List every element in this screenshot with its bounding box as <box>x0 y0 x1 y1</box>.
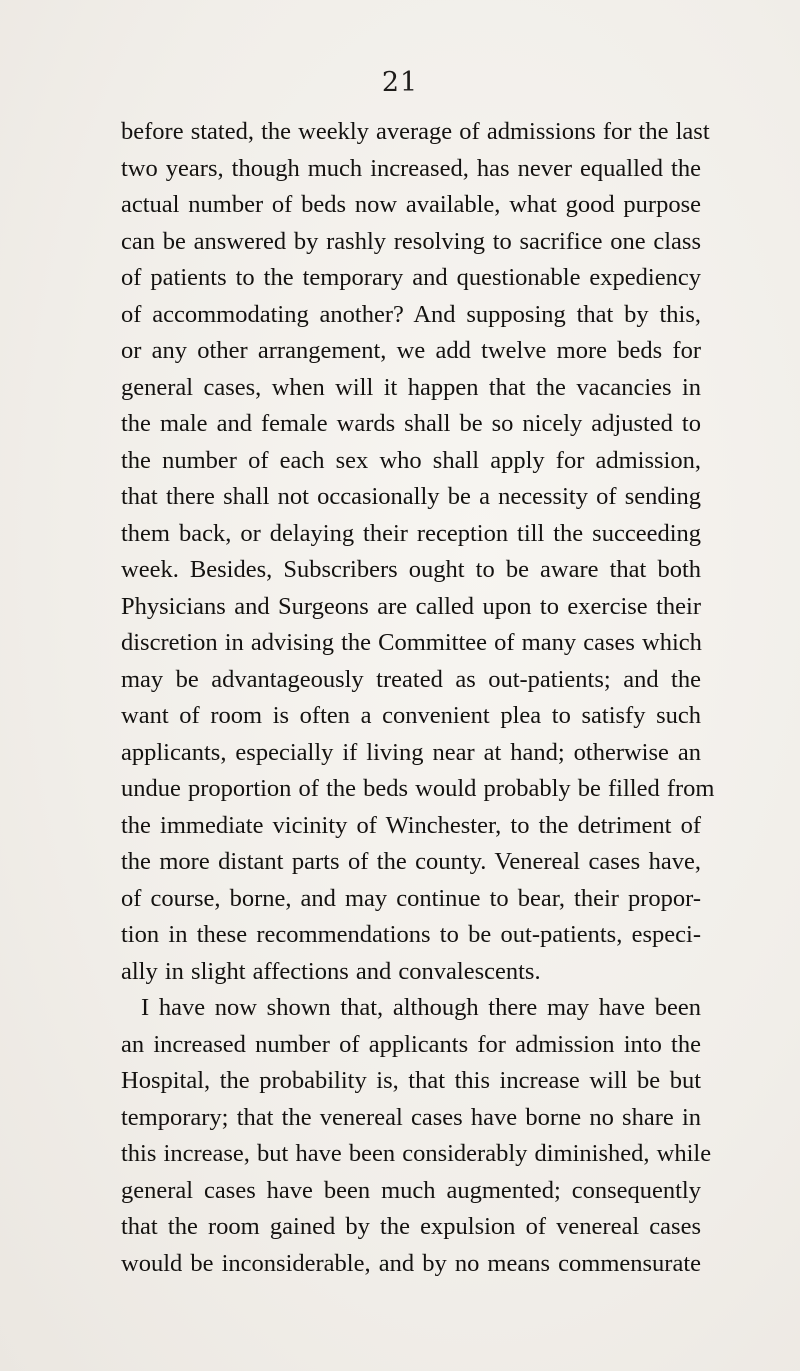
text-line: want of room is often a convenient plea to satisfy such <box>121 702 701 729</box>
text-line: Hospital, the probability is, that this increase will be but <box>121 1067 701 1094</box>
paragraph-start-line: I have now shown that, although there may have been <box>141 994 701 1021</box>
text-line: discretion in advising the Committee of many cases which <box>121 629 702 656</box>
text-line: the number of each sex who shall apply for admission, <box>121 446 701 474</box>
text-line: may be advantageously treated as out-patients; and the <box>121 665 701 693</box>
text-line: actual number of beds now available, what good purpose <box>121 191 701 218</box>
text-line: applicants, especially if living near at hand; otherwise an <box>121 738 701 766</box>
text-line: the more distant parts of the county. Venereal cases have, <box>121 848 701 875</box>
text-line: an increased number of applicants for admission into the <box>121 1030 701 1058</box>
text-line: week. Besides, Subscribers ought to be aware that both <box>121 556 701 583</box>
text-line: would be inconsiderable, and by no means commensurate <box>121 1249 701 1277</box>
text-line: that there shall not occasionally be a necessity of sending <box>121 483 701 510</box>
text-line: can be answered by rashly resolving to sacrifice one class <box>121 227 701 255</box>
text-line: general cases have been much augmented; consequently <box>121 1176 701 1204</box>
text-line: of course, borne, and may continue to bear, their propor- <box>121 884 701 912</box>
text-line: them back, or delaying their reception till the succeeding <box>121 519 701 547</box>
text-line: before stated, the weekly average of admissions for the last <box>121 118 710 145</box>
text-line: the immediate vicinity of Winchester, to the detriment of <box>121 811 701 839</box>
text-line: tion in these recommendations to be out-patients, especi- <box>121 921 701 948</box>
text-line: the male and female wards shall be so nicely adjusted to <box>121 410 701 437</box>
text-line: temporary; that the venereal cases have borne no share in <box>121 1103 701 1131</box>
text-line: or any other arrangement, we add twelve more beds for <box>121 337 701 364</box>
page-number: 21 <box>381 67 419 98</box>
text-line: two years, though much increased, has never equalled the <box>121 154 701 182</box>
text-line: general cases, when will it happen that the vacancies in <box>121 373 701 401</box>
text-line: Physicians and Surgeons are called upon to exercise their <box>121 592 701 620</box>
text-line: undue proportion of the beds would probably be filled from <box>121 775 715 802</box>
text-line: this increase, but have been considerably diminished, while <box>121 1140 712 1167</box>
text-line: of patients to the temporary and questionable expediency <box>121 264 701 291</box>
text-line: that the room gained by the expulsion of venereal cases <box>121 1213 701 1240</box>
paragraph-end-line: ally in slight affections and convalescents. <box>121 957 541 985</box>
body-text <box>121 114 715 1282</box>
text-line: of accommodating another? And supposing that by this, <box>121 300 701 328</box>
